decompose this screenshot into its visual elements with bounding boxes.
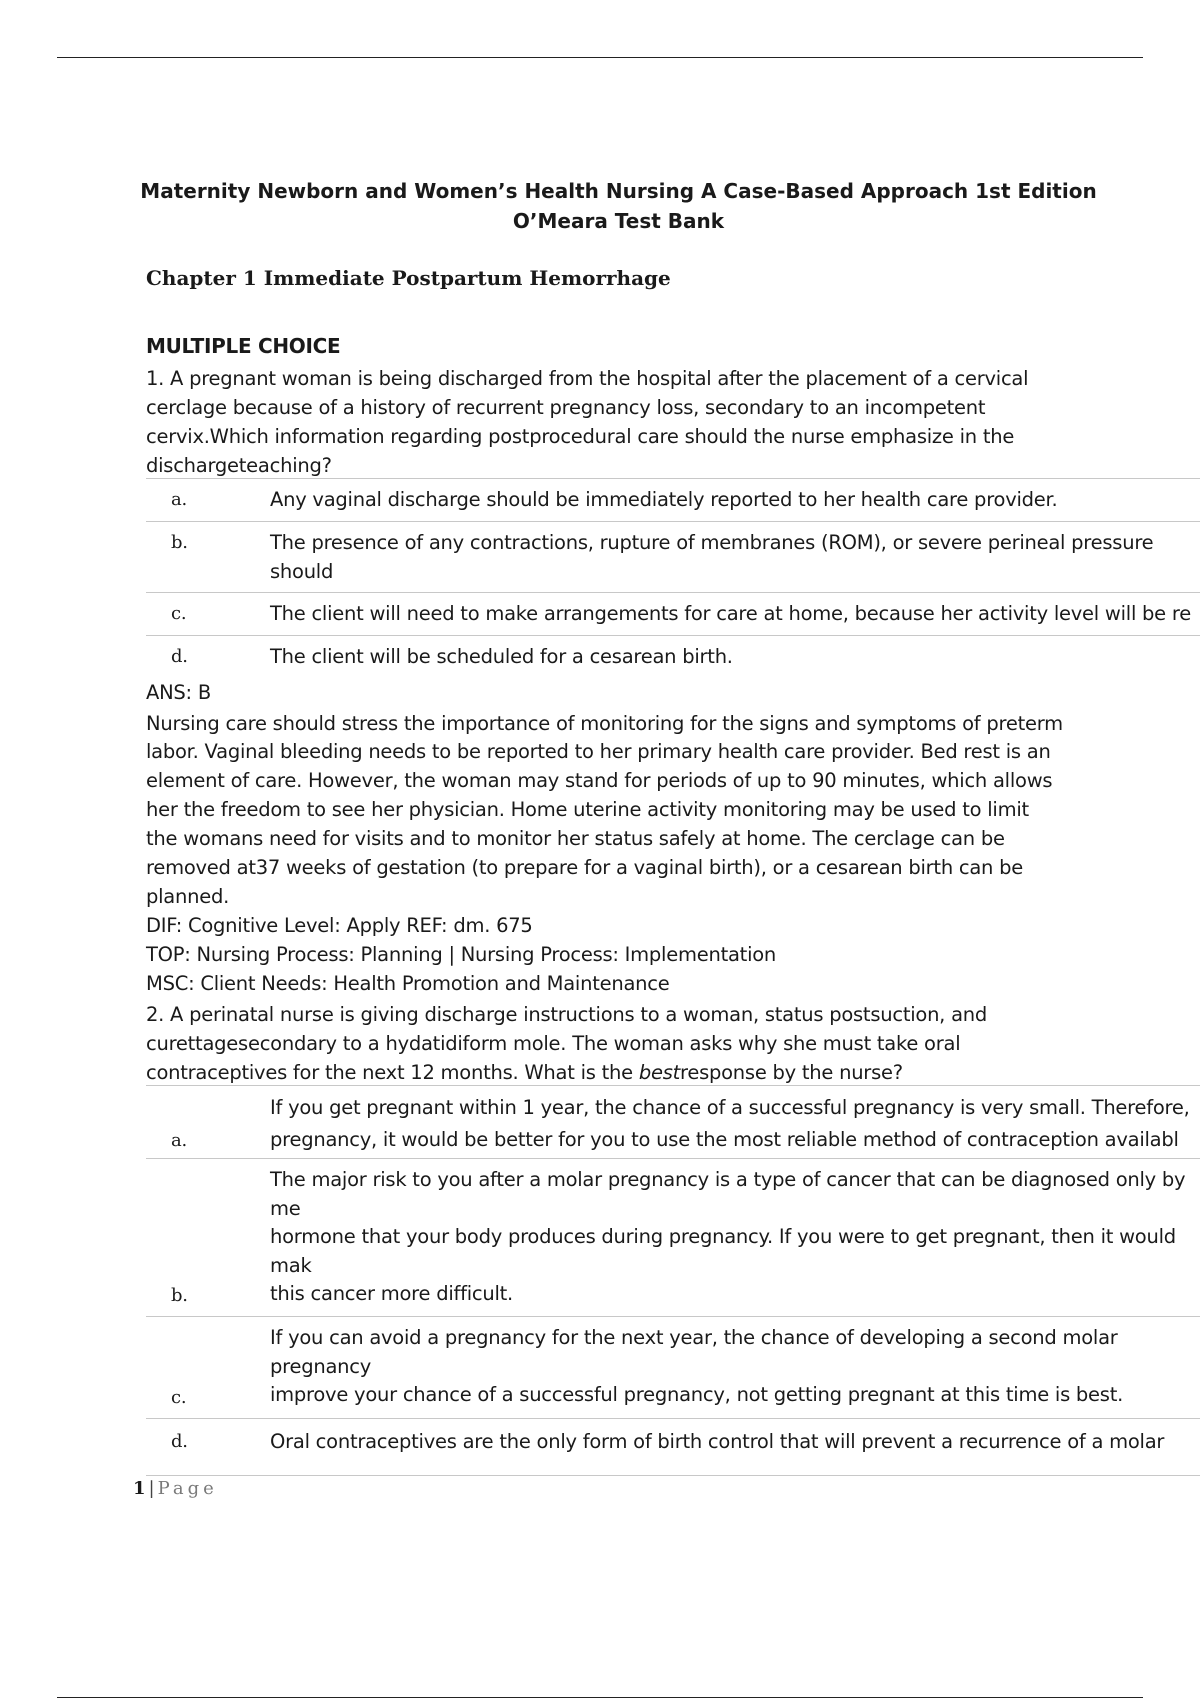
q1-option-d [146,635,1200,678]
rationale-line: planned. [146,885,230,908]
option-text: improve your chance of a successful pregnancy, not getting pregnant at this time is best. [270,1383,1124,1406]
option-letter: b. [171,1285,188,1306]
option-text: Any vaginal discharge should be immediately reported to her health care provider. [270,488,1058,511]
section-heading: MULTIPLE CHOICE [146,334,341,358]
q2-stem-text: contraceptives for the next 12 months. What is the [146,1061,639,1084]
option-text: pregnancy [270,1355,372,1378]
title-line-1: Maternity Newborn and Women’s Health Nursing A Case-Based Approach 1st Edition [140,179,1097,203]
option-text: If you can avoid a pregnancy for the next year, the chance of developing a second molar [270,1326,1118,1349]
rationale-line: element of care. However, the woman may stand for periods of up to 90 minutes, which allows [146,769,1053,792]
q1-stem-line: 1. A pregnant woman is being discharged from the hospital after the placement of a cervical [146,367,1029,390]
q2-option-a [146,1085,1200,1158]
chapter-heading: Chapter 1 Immediate Postpartum Hemorrhage [146,266,671,290]
rationale-line: removed at37 weeks of gestation (to prepare for a vaginal birth), or a cesarean birth can be [146,856,1023,879]
q2-stem-line [146,1058,987,1087]
q2-option-b [146,1158,1200,1316]
footer-rule [57,1697,1143,1698]
rationale-line: labor. Vaginal bleeding needs to be reported to her primary health care provider. Bed rest is an [146,740,1051,763]
q2-options-table [146,1085,1200,1476]
q2-stem-text: response by the nurse? [680,1061,903,1084]
page-footer [133,1478,218,1499]
rationale-line: her the freedom to see her physician. Home uterine activity monitoring may be used to limit [146,798,1029,821]
title-line-2: O’Meara Test Bank [512,209,725,233]
option-letter: a. [171,489,187,510]
option-text: this cancer more difficult. [270,1282,513,1305]
option-text: The presence of any contractions, rupture of membranes (ROM), or severe perineal pressure [270,531,1154,554]
page-separator: | [148,1478,155,1499]
q2-stem-line: 2. A perinatal nurse is giving discharge instructions to a woman, status postsuction, and [146,1003,988,1026]
q1-stem [146,364,1028,480]
q2-option-c [146,1316,1200,1418]
rationale-line: Nursing care should stress the importance of monitoring for the signs and symptoms of preterm [146,712,1063,735]
page-number: 1 [133,1478,146,1499]
option-text: me [270,1197,301,1220]
option-letter: a. [171,1130,187,1151]
option-text: hormone that your body produces during pregnancy. If you were to get pregnant, then it would [270,1225,1176,1248]
q1-difficulty: DIF: Cognitive Level: Apply REF: dm. 675 [146,914,533,937]
q1-topic: TOP: Nursing Process: Planning | Nursing Process: Implementation [146,943,777,966]
q1-option-a [146,478,1200,521]
option-text: Oral contraceptives are the only form of birth control that will prevent a recurrence of a molar [270,1430,1165,1453]
option-text: The client will be scheduled for a cesarean birth. [270,645,733,668]
q1-option-b [146,521,1200,592]
option-text: mak [270,1254,312,1277]
option-letter: d. [171,646,188,667]
q2-stem-line: curettagesecondary to a hydatidiform mole. The woman asks why she must take oral [146,1032,961,1055]
rationale-line: the womans need for visits and to monitor her status safely at home. The cerclage can be [146,827,1005,850]
option-text: pregnancy, it would be better for you to use the most reliable method of contraception availabl [270,1128,1179,1151]
q1-client-needs: MSC: Client Needs: Health Promotion and Maintenance [146,972,670,995]
q1-stem-line: dischargeteaching? [146,454,332,477]
document-title [0,176,1200,236]
q1-stem-line: cerclage because of a history of recurrent pregnancy loss, secondary to an incompetent [146,396,986,419]
q2-stem-emphasis: best [638,1061,680,1084]
q1-answer: ANS: B [146,681,211,704]
option-text: If you get pregnant within 1 year, the chance of a successful pregnancy is very small. Therefore, [270,1096,1190,1119]
option-text: The major risk to you after a molar pregnancy is a type of cancer that can be diagnosed only by [270,1168,1186,1191]
header-rule [57,57,1143,58]
option-letter: b. [171,532,188,553]
option-text: should [270,560,334,583]
option-text: The client will need to make arrangements for care at home, because her activity level will be re [270,602,1191,625]
option-letter: c. [171,1387,187,1408]
q2-stem [146,1000,987,1087]
page-label: Page [157,1478,218,1499]
q1-answer-block [146,678,1063,998]
q1-options-table [146,478,1200,678]
option-letter: d. [171,1431,188,1452]
q1-stem-line: cervix.Which information regarding postprocedural care should the nurse emphasize in the [146,425,1015,448]
q2-option-d [146,1418,1200,1476]
option-letter: c. [171,603,187,624]
q1-option-c [146,592,1200,635]
